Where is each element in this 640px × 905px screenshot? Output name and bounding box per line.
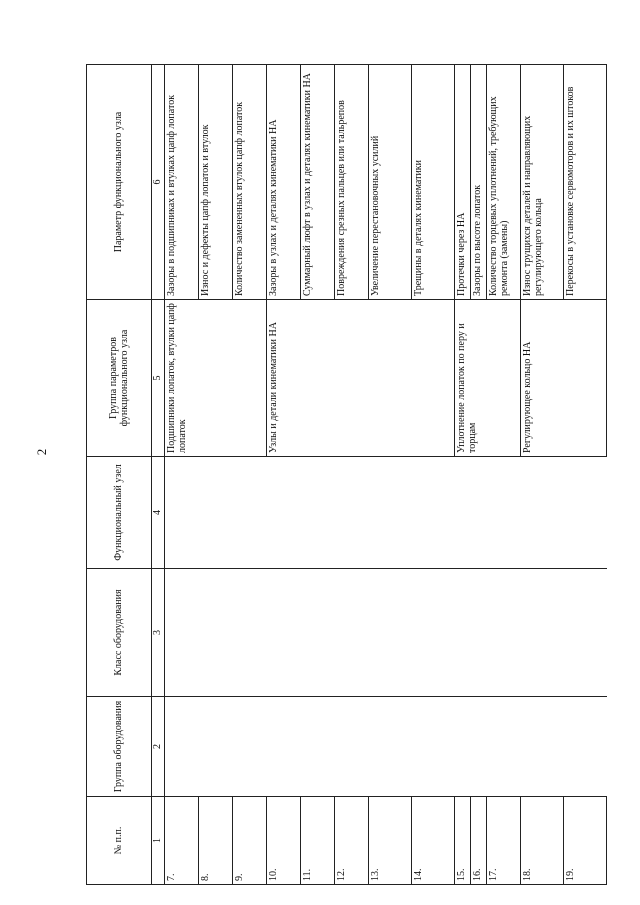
row-number: 14. — [411, 797, 454, 885]
header-parameter-group: Группа параметров функционального узла — [87, 300, 152, 457]
parameter-cell: Суммарный люфт в узлах и деталях кинематики НА — [300, 65, 334, 300]
row-number: 17. — [486, 797, 520, 885]
row-number: 8. — [198, 797, 232, 885]
row-number: 15. — [454, 797, 470, 885]
header-equipment-class: Класс оборудования — [87, 569, 152, 697]
equipment-class-cell — [164, 569, 606, 697]
parameter-cell: Зазоры по высоте лопаток — [470, 65, 486, 300]
row-number: 9. — [232, 797, 266, 885]
row-number: 13. — [368, 797, 411, 885]
equipment-parameters-table — [86, 64, 607, 885]
column-number: 2 — [152, 697, 165, 797]
equipment-group-cell — [164, 697, 606, 797]
column-number: 5 — [152, 300, 165, 457]
parameter-group-cell: Регулирующее кольцо НА — [520, 300, 606, 457]
column-number: 4 — [152, 457, 165, 569]
row-number: 18. — [520, 797, 563, 885]
parameter-group-cell: Подшипники лопаток, втулки цапф лопаток — [164, 300, 266, 457]
page-number: 2 — [34, 448, 49, 456]
parameter-cell: Количество торцевых уплотнений, требующих ремонта (замены) — [486, 65, 520, 300]
row-number: 16. — [470, 797, 486, 885]
rotated-table-container — [86, 65, 592, 885]
parameter-cell: Износ и дефекты цапф лопаток и втулок — [198, 65, 232, 300]
functional-unit-cell — [164, 457, 606, 569]
parameter-cell: Зазоры в подшипниках и втулках цапф лопаток — [164, 65, 198, 300]
column-number-row — [152, 65, 165, 885]
column-number: 6 — [152, 65, 165, 300]
row-number: 10. — [266, 797, 300, 885]
parameter-cell: Трещины в деталях кинематики — [411, 65, 454, 300]
header-functional-unit: Функциональный узел — [87, 457, 152, 569]
row-number: 12. — [334, 797, 368, 885]
parameter-cell: Износ трущихся деталей и направляющих регулирующего кольца — [520, 65, 563, 300]
row-number: 11. — [300, 797, 334, 885]
header-equipment-group: Группа оборудования — [87, 697, 152, 797]
table-header-row — [87, 65, 152, 885]
table-row — [164, 65, 198, 885]
parameter-group-cell: Узлы и детали кинематики НА — [266, 300, 454, 457]
column-number: 3 — [152, 569, 165, 697]
parameter-group-cell: Уплотнение лопаток по перу и торцам — [454, 300, 520, 457]
parameter-cell: Увеличение перестановочных усилий — [368, 65, 411, 300]
parameter-cell: Перекосы в установке сервомоторов и их штоков — [563, 65, 606, 300]
parameter-cell: Количество замененных втулок цапф лопаток — [232, 65, 266, 300]
header-num: № п.п. — [87, 797, 152, 885]
header-parameter: Параметр функционального узла — [87, 65, 152, 300]
parameter-cell: Зазоры в узлах и деталях кинематики НА — [266, 65, 300, 300]
parameter-cell: Протечки через НА — [454, 65, 470, 300]
row-number: 7. — [164, 797, 198, 885]
column-number: 1 — [152, 797, 165, 885]
row-number: 19. — [563, 797, 606, 885]
parameter-cell: Повреждения срезных пальцев или тальрепов — [334, 65, 368, 300]
